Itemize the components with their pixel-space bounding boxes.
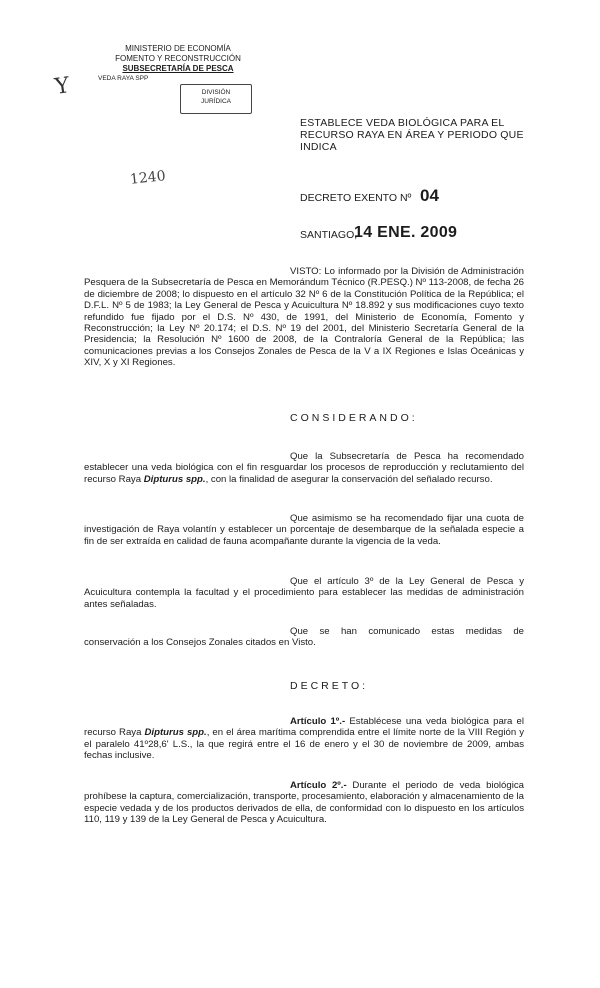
decreto-heading: DECRETO: — [290, 680, 369, 692]
article-1 — [84, 716, 524, 762]
decree-number-label: DECRETO EXENTO Nº — [300, 192, 412, 204]
letterhead-subsecretaria: SUBSECRETARÍA DE PESCA — [122, 64, 234, 73]
considerando-paragraph-2: Que asimismo se ha recomendado fijar una cuota de investigación de Raya volantín y establecer un porcentaje de desembarque de la señalada especie a fin de ser extraída en calidad de fauna acompañante durante la vigencia de la veda. — [84, 513, 524, 547]
handwritten-number: 1240 — [129, 168, 167, 188]
article-2 — [84, 780, 524, 826]
considerando-paragraph-4: Que se han comunicado estas medidas de conservación a los Consejos Zonales citados en Visto. — [84, 626, 524, 649]
article-1-text: Establécese una veda biológica para el recurso Raya — [84, 716, 525, 739]
article-1-label: Artículo 1º.- — [290, 716, 346, 727]
article-1-tail: , en el área marítima comprendida entre el límite norte de la VIII Región y el paralelo 41º28,6' L.S., la que regirá entre el 16 de enero y el 30 de noviembre de 2009, ambas fechas inclusive. — [84, 727, 524, 762]
handwritten-mark: Y — [53, 73, 72, 100]
visto-text: Lo informado por la División de Administración Pesquera de la Subsecretaría de Pesca en Memorándum Técnico (R.PESQ.) Nº 113-2008, de fecha 26 de diciembre de 2008; lo dispuesto en el artículo 32 Nº 6 de la Constitución Política de la República; el D.F.L. Nº 5 de 1983; la Ley General de Pesca y Acuicultura Nº 18.892 y sus modificaciones cuyo texto refundido fue fijado por el D.S. Nº 430, de 1991, del Ministerio de Economía, Fomento y Reconstrucción; la Ley Nº 20.174; el D.S. Nº 19 del 2001, del Ministerio Secretaría General de la Presidencia; la Resolución Nº 1600 de 2008, de la Contraloría General de la República; las comunicaciones previas a los Consejos Zonales de Pesca de la V a IX Regiones e Islas Oceánicas y XIV, X y XI Regiones. — [84, 266, 524, 369]
considerando-paragraph-1 — [84, 451, 524, 485]
decree-place: SANTIAGO, — [300, 229, 358, 241]
visto-lead: VISTO: — [290, 266, 322, 277]
decree-date: 14 ENE. 2009 — [354, 224, 458, 241]
article-1-species: Dipturus spp. — [144, 727, 207, 739]
considerando-p1-tail: , con la finalidad de asegurar la conservación del señalado recurso. — [205, 473, 493, 485]
considerando-heading: CONSIDERANDO: — [290, 412, 418, 424]
visto-paragraph — [84, 266, 524, 369]
article-2-text: Durante el periodo de veda biológica prohíbese la captura, comercialización, transporte, procesamiento, elaboración y almacenamiento de la especie vedada y de los productos derivados de ella, de conformidad con lo dispuesto en los artículos 110, 119 y 139 de la Ley General de Pesca y Acuicultura. — [84, 780, 524, 826]
stamp-line-2: JURÍDICA — [201, 98, 231, 105]
letterhead-reference: VEDA RAYA SPP — [98, 75, 149, 82]
article-2-label: Artículo 2º.- — [290, 780, 347, 791]
considerando-paragraph-3: Que el artículo 3º de la Ley General de Pesca y Acuicultura contempla la facultad y el procedimiento para establecer las medidas de administración antes señaladas. — [84, 576, 524, 610]
considerando-p1-text: Que la Subsecretaría de Pesca ha recomendado establecer una veda biológica con el fin resguardar los procesos de reproducción y reclutamiento del recurso Raya — [84, 451, 524, 485]
letterhead-ministry-sub: FOMENTO Y RECONSTRUCCIÓN — [115, 54, 241, 63]
decree-number: 04 — [420, 186, 439, 205]
stamp-line-1: DIVISIÓN — [201, 89, 231, 96]
letterhead — [98, 44, 258, 84]
species-name: Dipturus spp. — [143, 473, 206, 485]
decree-title: ESTABLECE VEDA BIOLÓGICA PARA EL RECURSO RAYA EN ÁREA Y PERIODO QUE INDICA — [300, 117, 524, 153]
division-stamp — [180, 84, 252, 114]
letterhead-ministry: MINISTERIO DE ECONOMÍA — [125, 44, 231, 53]
